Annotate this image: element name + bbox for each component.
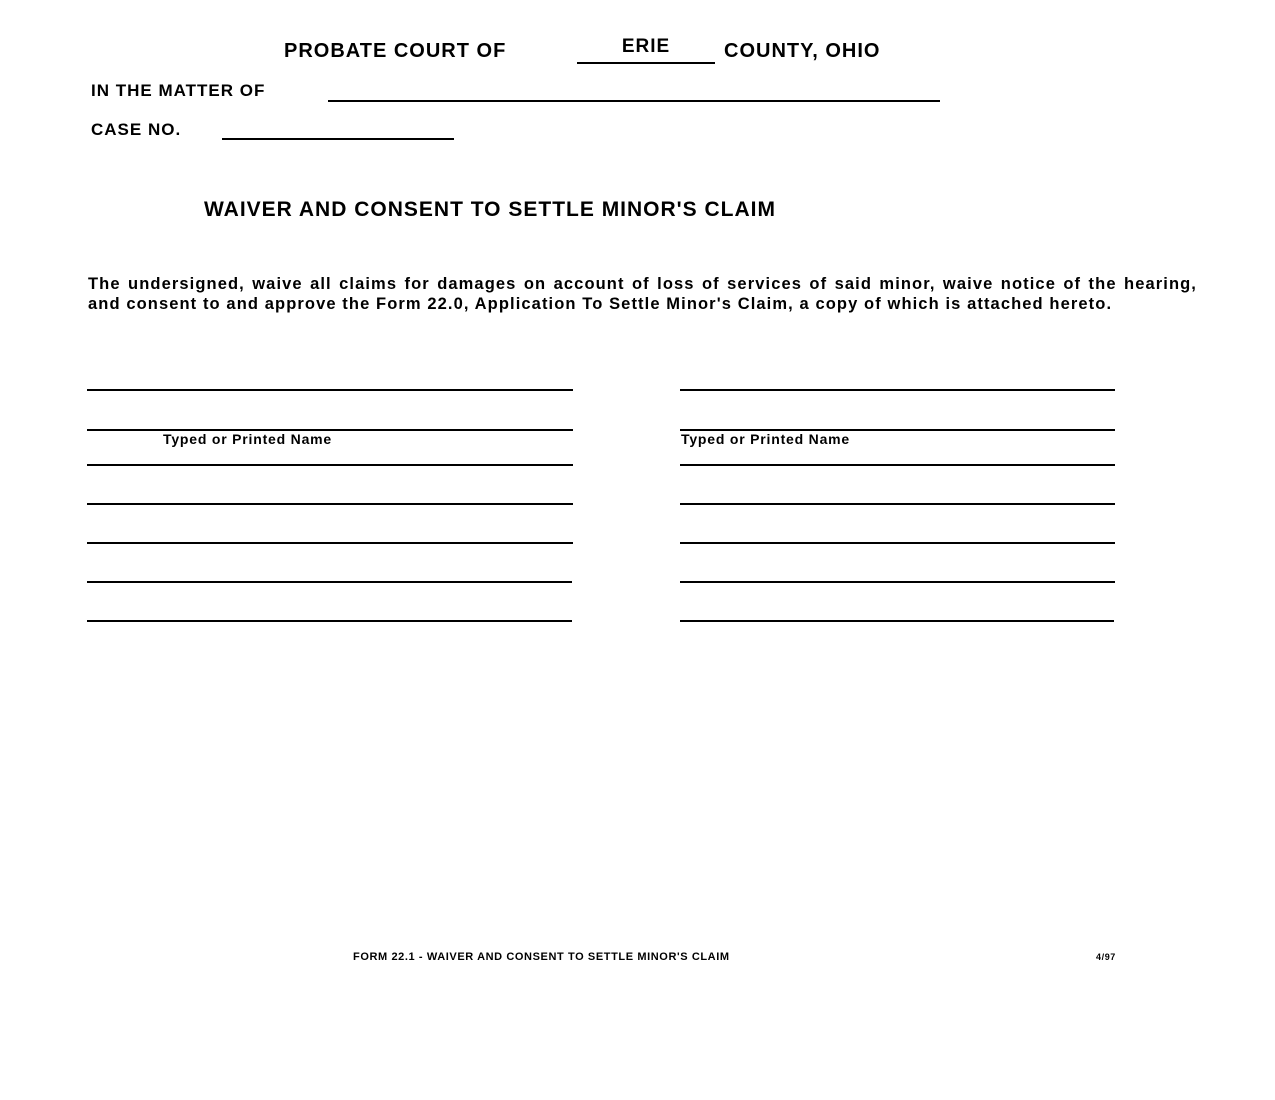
- address-line[interactable]: [87, 503, 573, 505]
- address-line[interactable]: [680, 464, 1115, 466]
- case-label: CASE NO.: [91, 120, 182, 139]
- form-title: WAIVER AND CONSENT TO SETTLE MINOR'S CLAIM: [204, 198, 777, 221]
- right-name-caption: Typed or Printed Name: [681, 431, 851, 447]
- county-field[interactable]: ERIE: [577, 36, 715, 64]
- matter-label: IN THE MATTER OF: [91, 81, 266, 100]
- signature-line[interactable]: [680, 389, 1115, 391]
- waiver-text: The undersigned, waive all claims for damages on account of loss of services of said minor, waive notice of the hearing, and consent to and approve the Form 22.0, Application To Settle Minor's Claim, a copy of which is attached hereto.: [88, 275, 1197, 313]
- signature-line[interactable]: [87, 389, 573, 391]
- address-line[interactable]: [87, 620, 572, 622]
- address-line[interactable]: [87, 542, 573, 544]
- address-line[interactable]: [87, 464, 573, 466]
- address-line[interactable]: [87, 581, 572, 583]
- address-line[interactable]: [680, 620, 1114, 622]
- footer-form-label: FORM 22.1 - WAIVER AND CONSENT TO SETTLE MINOR'S CLAIM: [353, 951, 730, 963]
- footer-date: 4/97: [1096, 952, 1116, 962]
- address-line[interactable]: [680, 581, 1115, 583]
- matter-field[interactable]: [328, 80, 940, 102]
- court-prefix: PROBATE COURT OF: [284, 40, 507, 62]
- address-line[interactable]: [680, 542, 1115, 544]
- court-suffix: COUNTY, OHIO: [724, 40, 881, 62]
- address-line[interactable]: [680, 503, 1115, 505]
- left-name-caption: Typed or Printed Name: [163, 431, 333, 447]
- case-field[interactable]: [222, 118, 454, 140]
